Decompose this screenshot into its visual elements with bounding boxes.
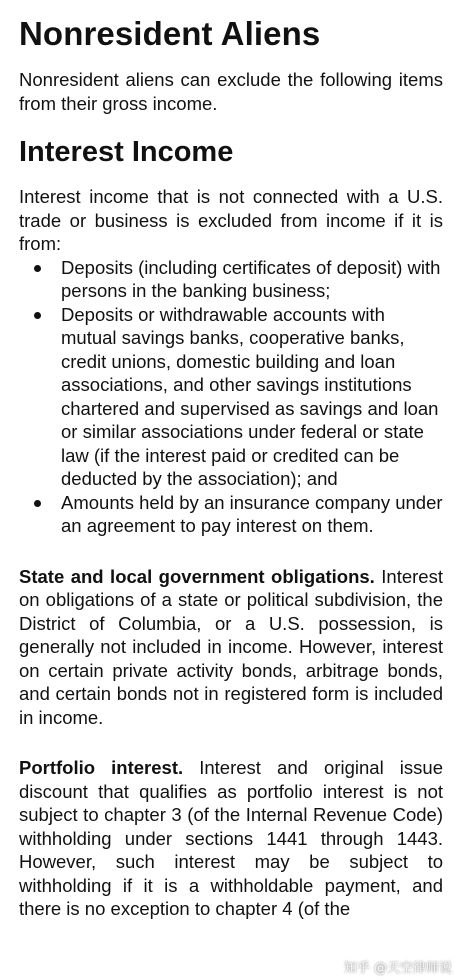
- state-local-heading: State and local government obligations.: [19, 565, 375, 587]
- intro-paragraph: Nonresident aliens can exclude the following items from their gross income.: [19, 69, 443, 114]
- state-local-paragraph: [19, 565, 443, 730]
- bullet-text: Deposits or withdrawable accounts with mutual savings banks, cooperative banks, credit unions, domestic building and loan associations, and other savings institutions chartered and supervised as savings and loan or similar associations under federal or state law (if the interest paid or credited can be deducted by the association); and: [61, 303, 439, 489]
- bullet-item: [19, 303, 443, 491]
- document-page: [19, 12, 443, 921]
- portfolio-paragraph: [19, 756, 443, 921]
- bullet-text: Amounts held by an insurance company under an agreement to pay interest on them.: [61, 491, 443, 536]
- bullet-icon: [34, 265, 41, 272]
- section-heading: Interest Income: [19, 136, 234, 168]
- portfolio-heading: Portfolio interest.: [19, 757, 184, 778]
- page-title: Nonresident Aliens: [19, 15, 321, 52]
- state-local-text: Interest on obligations of a state or political subdivision, the District of Columbia, or a U.S. possession, is generally not included in income. However, interest on certain private activity bonds, arbitrage bonds, and certain bonds not in registered form is included in income.: [19, 565, 443, 728]
- bullet-item: [19, 491, 443, 538]
- bullet-icon: [34, 500, 41, 507]
- section-intro-paragraph: Interest income that is not connected with a U.S. trade or business is excluded from income if it is from:: [19, 186, 443, 254]
- bullet-text: Deposits (including certificates of deposit) with persons in the banking business;: [61, 256, 441, 301]
- bullet-list: [19, 256, 443, 538]
- bullet-icon: [34, 312, 41, 319]
- bullet-item: [19, 256, 443, 303]
- watermark: 知乎 @天空律师说: [343, 961, 452, 976]
- portfolio-text: Interest and original issue discount that qualifies as portfolio interest is not subject to chapter 3 (of the Internal Revenue Code) withholding under sections 1441 through 1443. However, such interest may be subject to withholding if it is a withholdable payment, and there is no exception to chapter 4 (of the: [19, 757, 443, 919]
